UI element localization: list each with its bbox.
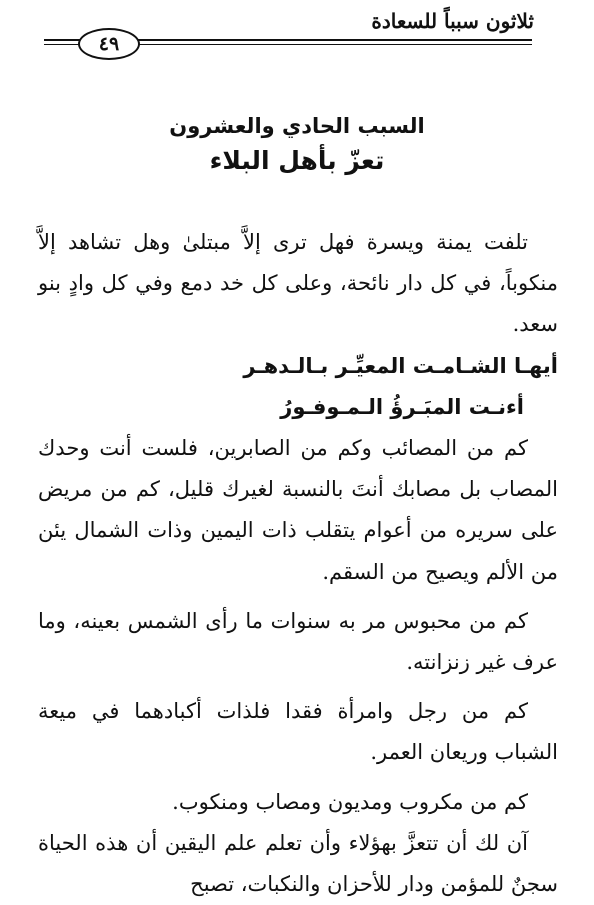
verse-line-2: أءنـت المبَـرؤُ الـمـوفـورُ <box>280 394 524 419</box>
paragraph-intro: تلفت يمنة ويسرة فهل ترى إلاَّ مبتلىٰ وهل تشاهد إلاَّ منكوباً، في كل دار نائحة، وعلى كل خد دمع وفي كل وادٍ بنو سعد. <box>38 230 558 337</box>
chapter-title: تعزّ بأهل البلاء <box>209 146 385 175</box>
body-text <box>38 222 558 905</box>
paragraph-prisoner: كم من محبوس مر به سنوات ما رأى الشمس بعينه، وما عرف غير زنزانته. <box>38 608 558 675</box>
paragraph-afflictions: كم من المصائب وكم من الصابرين، فلست أنت وحدك المصاب بل مصابك أنتَ بالنسبة لغيرك قليل، كم من مريض على سريره من أعوام يتقلب ذات اليمين وذات الشمال يئن من الألم ويصيح من السقم. <box>38 436 558 584</box>
running-title: ثلاثون سبباً للسعادة <box>371 9 534 33</box>
verse-line-1: أيهـا الشـامـت المعيِّـر بـالـدهـر <box>243 353 558 378</box>
paragraph-bereaved: كم من رجل وامرأة فقدا فلذات أكبادهما في ميعة الشباب وريعان العمر. <box>38 699 558 765</box>
chapter-subtitle: السبب الحادي والعشرون <box>169 114 425 138</box>
paragraph-distressed: كم من مكروب ومديون ومصاب ومنكوب. <box>172 789 528 814</box>
page-number: ٤٩ <box>78 28 140 60</box>
paragraph-consolation: آن لك أن تتعزَّ بهؤلاء وأن تعلم علم اليقين أن هذه الحياة سجنٌ للمؤمن ودار للأحزان والنكبات، تصبح <box>38 830 558 897</box>
